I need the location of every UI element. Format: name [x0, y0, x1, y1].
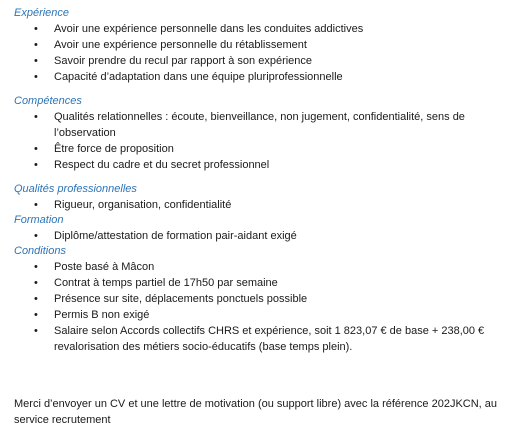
list-item: • Être force de proposition [34, 143, 174, 155]
list-item: • Diplôme/attestation de formation pair-aidant exigé [34, 230, 297, 242]
section-heading-qualites: Qualités professionnelles [14, 183, 137, 195]
bullet-icon: • [34, 261, 38, 273]
bullet-icon: • [34, 199, 38, 211]
list-item: • Présence sur site, déplacements ponctuels possible [34, 293, 308, 305]
list-item: • Savoir prendre du recul par rapport à son expérience [34, 55, 313, 67]
bullet-icon: • [34, 309, 38, 321]
section-competences [14, 94, 506, 173]
job-posting-body [14, 6, 506, 355]
bullet-icon: • [34, 23, 38, 35]
bullet-icon: • [34, 230, 38, 242]
bullet-icon: • [34, 293, 38, 305]
list-experience [14, 21, 506, 85]
bullet-icon: • [34, 111, 38, 123]
list-item: • Avoir une expérience personnelle dans les conduites addictives [34, 23, 364, 35]
list-item: • Capacité d’adaptation dans une équipe pluriprofessionnelle [34, 71, 343, 83]
list-item: • Salaire selon Accords collectifs CHRS et expérience, soit 1 823,07 € de base + 238,00 € revalorisation des métiers socio-éducatifs (base temps plein). [34, 325, 485, 353]
bullet-icon: • [34, 277, 38, 289]
bullet-icon: • [34, 71, 38, 83]
section-heading-formation: Formation [14, 214, 64, 226]
section-heading-competences: Compétences [14, 95, 82, 107]
bullet-icon: • [34, 143, 38, 155]
list-item: • Permis B non exigé [34, 309, 150, 321]
list-formation [14, 228, 506, 244]
section-qualites-professionnelles [14, 182, 506, 213]
list-competences [14, 109, 506, 173]
bullet-icon: • [34, 159, 38, 171]
section-formation [14, 213, 506, 244]
list-item: • Qualités relationnelles : écoute, bienveillance, non jugement, confidentialité, sens de l’observation [34, 111, 465, 139]
bullet-icon: • [34, 55, 38, 67]
list-qualites [14, 197, 506, 213]
list-item: • Rigueur, organisation, confidentialité [34, 199, 232, 211]
section-experience [14, 6, 506, 85]
bullet-icon: • [34, 325, 38, 337]
section-heading-experience: Expérience [14, 7, 70, 19]
section-conditions [14, 244, 506, 355]
list-item: • Poste basé à Mâcon [34, 261, 155, 273]
list-item: • Respect du cadre et du secret professionnel [34, 159, 270, 171]
list-conditions [14, 259, 506, 355]
section-heading-conditions: Conditions [14, 245, 66, 257]
list-item: • Avoir une expérience personnelle du rétablissement [34, 39, 307, 51]
closing-paragraph: Merci d’envoyer un CV et une lettre de motivation (ou support libre) avec la référence 202JKCN, au service recrutement [14, 398, 498, 426]
bullet-icon: • [34, 39, 38, 51]
list-item: • Contrat à temps partiel de 17h50 par semaine [34, 277, 278, 289]
